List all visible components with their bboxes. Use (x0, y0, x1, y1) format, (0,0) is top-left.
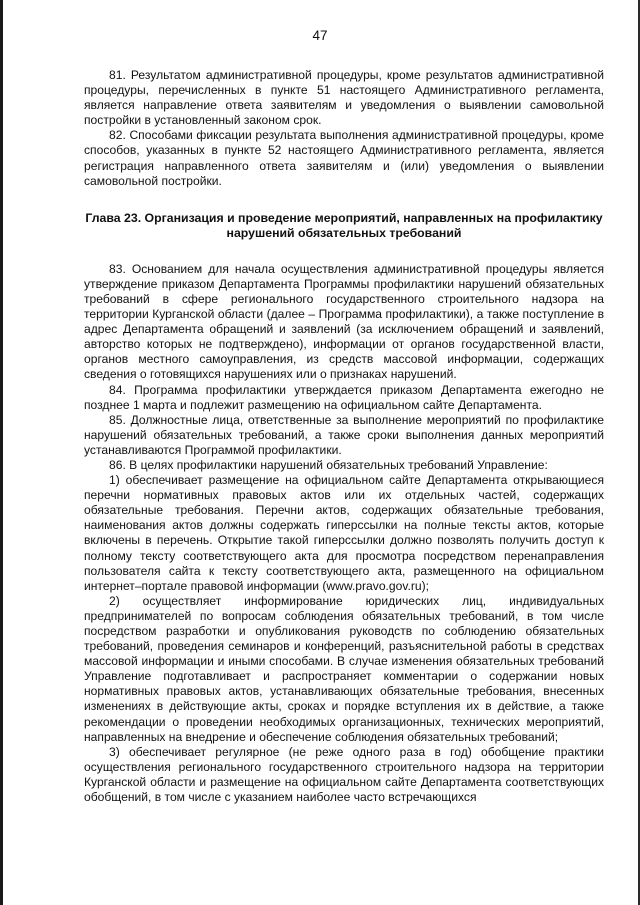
list-item-1: 1) обеспечивает размещение на официальном сайте Департамента открывающиеся перечни нормативных правовых актов или их отдельных частей, содержащих обязательные требования. Перечни актов, содержащих обязательные требования, наименования актов должны содержать гиперссылки на полные тексты актов, которые включены в перечень. Открытие такой гиперссылки должно позволять получить доступ к полному тексту соответствующего акта для просмотра посредством перенаправления пользователя сайта к тексту соответствующего акта, размещенного на официальном интернет–портале правовой информации (www.pravo.gov.ru); (84, 473, 604, 593)
scan-edge-left (0, 0, 3, 905)
paragraph-85: 85. Должностные лица, ответственные за выполнение мероприятий по профилактике нарушений обязательных требований, а также сроки выполнения данных мероприятий устанавливаются Программой профилактики. (84, 412, 604, 457)
chapter-heading: Глава 23. Организация и проведение мероприятий, направленных на профилактику нарушений обязательных требований (85, 210, 603, 240)
paragraph-84: 84. Программа профилактики утверждается приказом Департамента ежегодно не позднее 1 марта и подлежит размещению на официальном сайте Департамента. (84, 382, 604, 412)
paragraph-83: 83. Основанием для начала осуществления административной процедуры является утверждение приказом Департамента Программы профилактики нарушений обязательных требований в сфере регионального государственного строительного надзора на территории Курганской области (далее – Программа профилактики), а также поступление в адрес Департамента обращений и заявлений (за исключением обращений и заявлений, авторство которых не подтверждено), информации от органов государственной власти, органов местного самоуправления, из средств массовой информации, содержащих сведения о готовящихся нарушениях или о признаках нарушений. (84, 261, 604, 382)
paragraph-82: 82. Способами фиксации результата выполнения административной процедуры, кроме способов, указанных в пункте 52 настоящего Административного регламента, является регистрация направленного ответа заявителям и (или) уведомления о выявлении самовольной постройки. (84, 128, 604, 188)
paragraph-86: 86. В целях профилактики нарушений обязательных требований Управление: (109, 457, 548, 472)
page-number: 47 (312, 28, 328, 43)
paragraph-81: 81. Результатом административной процедуры, кроме результатов административной процедуры, перечисленных в пункте 51 настоящего Административного регламента, является направление ответа заявителям и уведомления о выявлении самовольной постройки в установленный законом срок. (84, 68, 604, 128)
list-item-2: 2) осуществляет информирование юридических лиц, индивидуальных предпринимателей по вопросам соблюдения обязательных требований, в том числе посредством разработки и опубликования руководств по соблюдению обязательных требований, проведения семинаров и конференций, разъяснительной работы в средствах массовой информации и иными способами. В случае изменения обязательных требований Управление подготавливает и распространяет комментарии о содержании новых нормативных правовых актов, устанавливающих обязательные требования, внесенных изменениях в действующие акты, сроках и порядке вступления их в действие, а также рекомендации о проведении необходимых организационных, технических мероприятий, направленных на внедрение и обеспечение соблюдения обязательных требований; (84, 593, 604, 744)
document-body (84, 68, 604, 805)
list-item-3: 3) обеспечивает регулярное (не реже одного раза в год) обобщение практики осуществления регионального государственного строительного надзора на территории Курганской области и размещение на официальном сайте Департамента соответствующих обобщений, в том числе с указанием наиболее часто встречающихся (84, 744, 604, 805)
